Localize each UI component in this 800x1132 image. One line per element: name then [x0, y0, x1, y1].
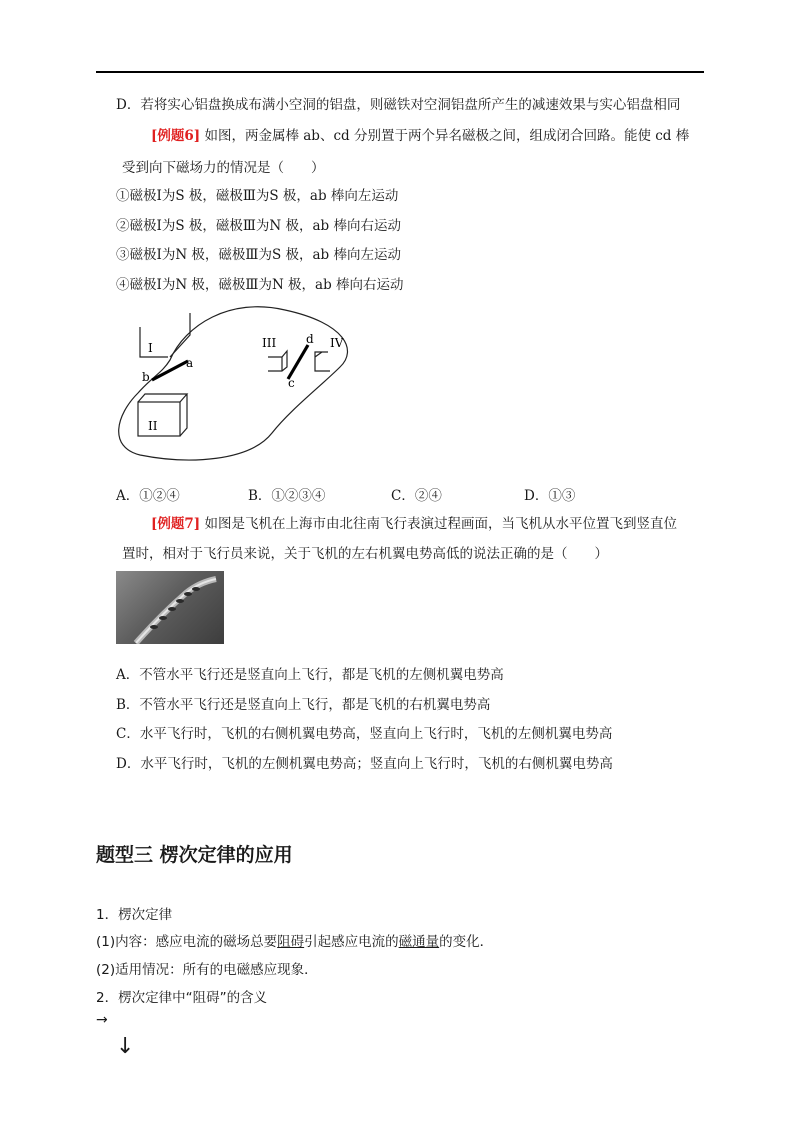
- example7-option-d: D．水平飞行时，飞机的左侧机翼电势高；竖直向上飞行时，飞机的右侧机翼电势高: [116, 756, 613, 772]
- example6-stem-line1: [151, 127, 689, 145]
- prev-option-d: D．若将实心铝盘换成布满小空洞的铝盘，则磁铁对空洞铝盘所产生的减速效果与实心铝盘相同: [116, 97, 681, 113]
- example7-stem-line1: [151, 515, 677, 533]
- example6-item: ④磁极Ⅰ为N 极，磁极Ⅲ为N 极，ab 棒向右运动: [116, 277, 404, 293]
- page-top-rule: [96, 71, 704, 73]
- example6-item: ①磁极Ⅰ为S 极，磁极Ⅲ为S 极，ab 棒向左运动: [116, 188, 399, 204]
- para2-suffix: 的变化．: [439, 934, 494, 950]
- example6-text-line1: 如图，两金属棒 ab、cd 分别置于两个异名磁极之间，组成闭合回路。能使 cd 棒: [204, 128, 690, 144]
- section-para-2: [96, 930, 493, 950]
- arrow-down-icon: ↓: [116, 1034, 135, 1059]
- rod-ab: [152, 361, 188, 380]
- example6-choice-c: C．②④: [391, 488, 442, 504]
- example7-option-b: B．不管水平飞行还是竖直向上飞行，都是飞机的右机翼电势高: [116, 697, 491, 713]
- example6-choice-a: A．①②④: [116, 488, 180, 504]
- pole-1-label: I: [148, 341, 153, 355]
- example6-choice-d: D．①③: [524, 488, 576, 504]
- magnetic-pole-1: [140, 327, 168, 357]
- example7-stem-line2: 置时，相对于飞行员来说，关于飞机的左右机翼电势高低的说法正确的是（ ）: [122, 546, 608, 562]
- example6-tag: [例题6]: [151, 128, 201, 144]
- pole-3-label: III: [262, 336, 277, 350]
- para2-middle: 引起感应电流的: [304, 934, 399, 950]
- example6-choice-b: B．①②③④: [248, 488, 326, 504]
- label-b: b: [142, 370, 150, 384]
- rod-cd: [288, 345, 308, 379]
- label-d: d: [306, 332, 314, 346]
- magnetic-pole-3: [268, 351, 287, 371]
- pole-4-label: IV: [330, 336, 344, 350]
- airshow-photo-drawing: [116, 571, 224, 644]
- label-c: c: [288, 376, 295, 390]
- example7-option-c: C．水平飞行时，飞机的右侧机翼电势高，竖直向上飞行时，飞机的左侧机翼电势高: [116, 726, 613, 742]
- para2-underlined-impede: 阻碍: [277, 934, 305, 950]
- magnetic-pole-2: [138, 394, 187, 436]
- example6-item: ②磁极Ⅰ为S 极，磁极Ⅲ为N 极，ab 棒向右运动: [116, 218, 401, 234]
- section-para-1: 1．楞次定律: [96, 907, 173, 923]
- example6-circuit-diagram: [110, 305, 370, 465]
- example6-item: ③磁极Ⅰ为N 极，磁极Ⅲ为S 极，ab 棒向左运动: [116, 247, 401, 263]
- example7-option-a: A．不管水平飞行还是竖直向上飞行，都是飞机的左侧机翼电势高: [116, 667, 504, 683]
- para2-underlined-flux: 磁通量: [398, 934, 440, 950]
- section-para-3: (2)适用情况：所有的电磁感应现象．: [96, 962, 318, 978]
- section-para-4: 2．楞次定律中“阻碍”的含义: [96, 990, 268, 1006]
- example6-stem-line2: 受到向下磁场力的情况是（ ）: [122, 160, 325, 176]
- section-heading: 题型三 楞次定律的应用: [96, 844, 293, 866]
- closed-loop-wire: [119, 307, 348, 460]
- arrow-right-icon: →: [96, 1012, 108, 1028]
- pole-2-label: II: [148, 419, 158, 433]
- example7-text-line1: 如图是飞机在上海市由北往南飞行表演过程画面，当飞机从水平位置飞到竖直位: [204, 516, 677, 532]
- para2-prefix: (1)内容：感应电流的磁场总要: [96, 934, 278, 950]
- label-a: a: [186, 356, 194, 370]
- example7-tag: [例题7]: [151, 516, 201, 532]
- magnetic-pole-4: [315, 352, 330, 371]
- airshow-photo: [116, 571, 224, 644]
